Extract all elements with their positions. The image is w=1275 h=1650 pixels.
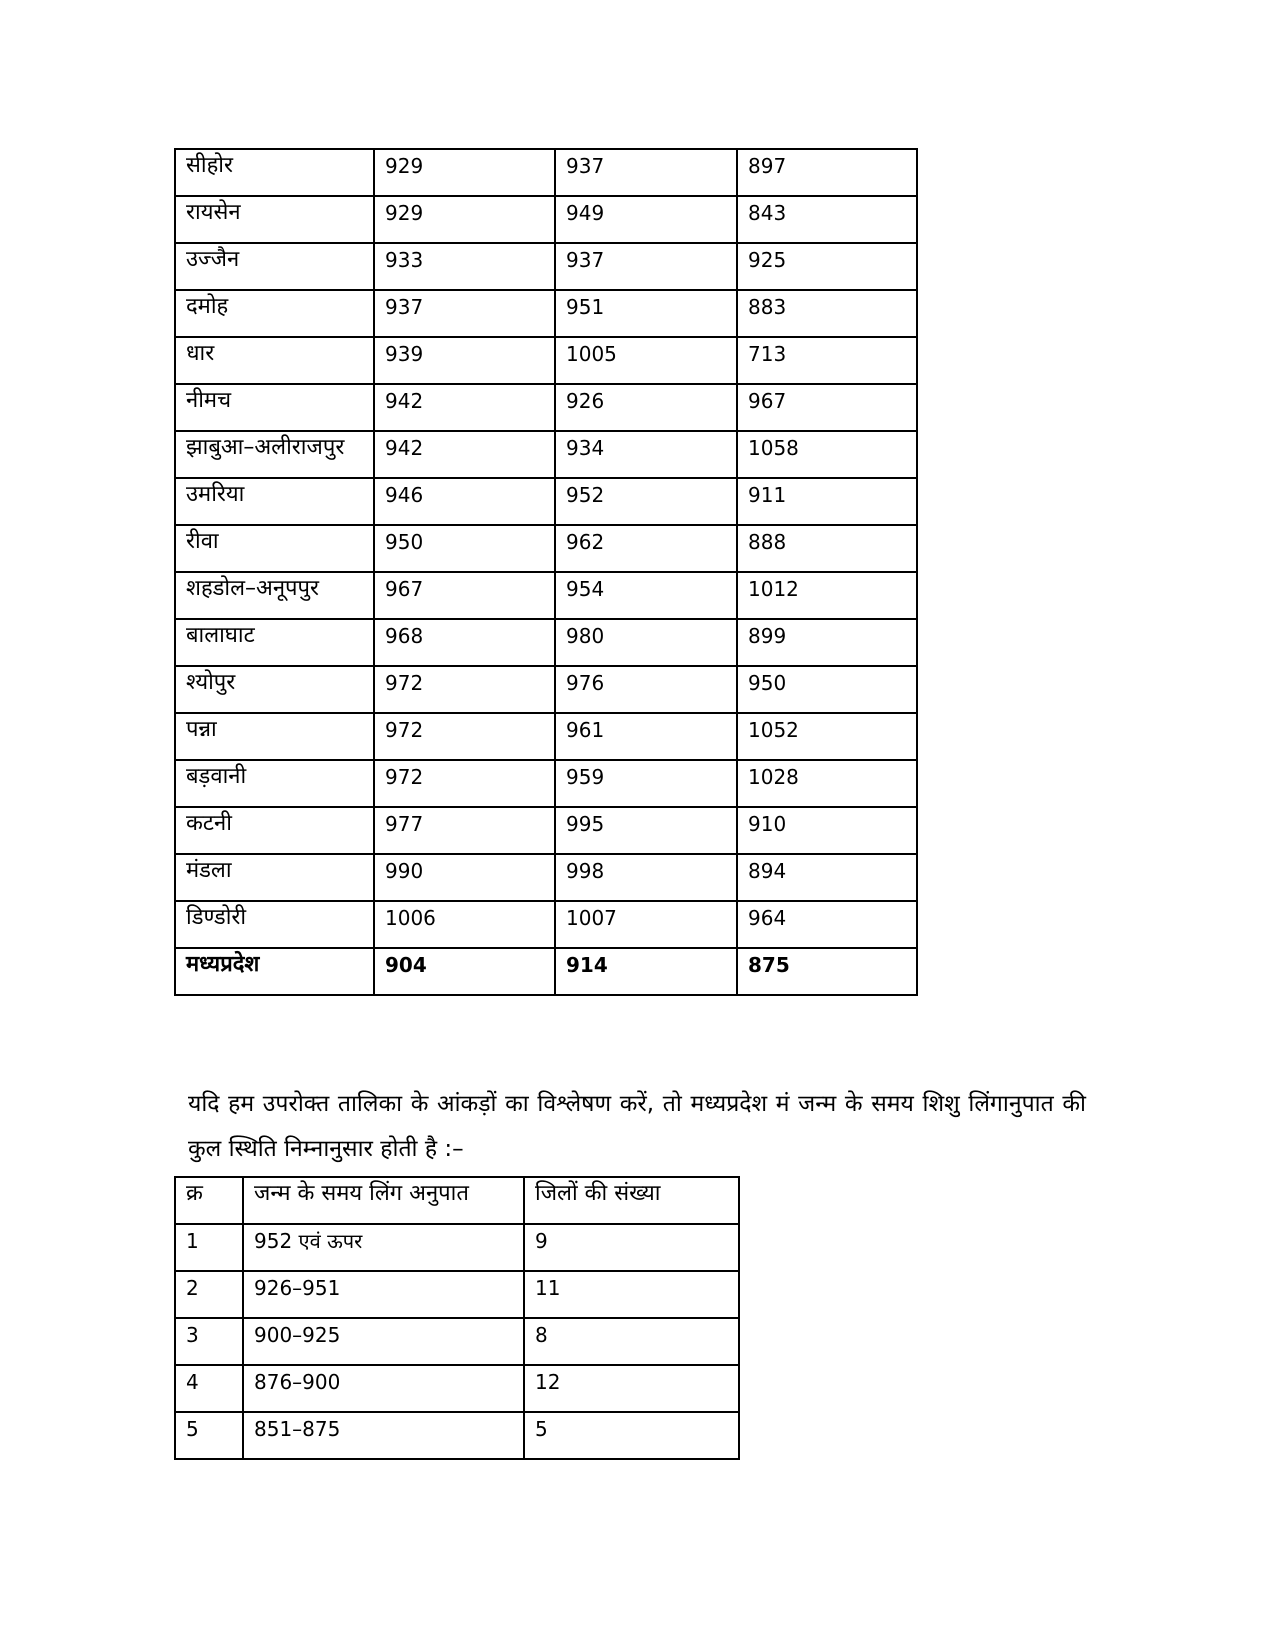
value-cell: 942 [374, 431, 555, 478]
table-row [175, 525, 917, 572]
value-cell: 959 [555, 760, 737, 807]
value-cell: 1058 [737, 431, 917, 478]
value-cell: 972 [374, 713, 555, 760]
value-cell: 1006 [374, 901, 555, 948]
sex-ratio-summary-table [174, 1176, 740, 1460]
district-name: झाबुआ–अलीराजपुर [175, 431, 374, 478]
table-row [175, 1318, 739, 1365]
value-cell: 954 [555, 572, 737, 619]
ratio-range-cell: 900–925 [243, 1318, 524, 1365]
value-cell: 964 [737, 901, 917, 948]
value-cell: 1007 [555, 901, 737, 948]
district-count-cell: 5 [524, 1412, 739, 1459]
value-cell: 972 [374, 760, 555, 807]
district-name: रीवा [175, 525, 374, 572]
value-cell: 1005 [555, 337, 737, 384]
table-row [175, 1271, 739, 1318]
total-value-cell: 875 [737, 948, 917, 995]
value-cell: 998 [555, 854, 737, 901]
table-row [175, 760, 917, 807]
value-cell: 961 [555, 713, 737, 760]
value-cell: 937 [374, 290, 555, 337]
total-row [175, 948, 917, 995]
value-cell: 883 [737, 290, 917, 337]
district-name: शहडोल–अनूपपुर [175, 572, 374, 619]
district-name: उमरिया [175, 478, 374, 525]
value-cell: 926 [555, 384, 737, 431]
table-row [175, 572, 917, 619]
district-sex-ratio-table [174, 148, 918, 996]
value-cell: 1012 [737, 572, 917, 619]
value-cell: 950 [374, 525, 555, 572]
serial-cell: 2 [175, 1271, 243, 1318]
district-name: मंडला [175, 854, 374, 901]
table-row [175, 149, 917, 196]
value-cell: 939 [374, 337, 555, 384]
table-row [175, 619, 917, 666]
value-cell: 934 [555, 431, 737, 478]
district-name: नीमच [175, 384, 374, 431]
state-name: मध्यप्रदेश [175, 948, 374, 995]
value-cell: 972 [374, 666, 555, 713]
value-cell: 952 [555, 478, 737, 525]
district-name: पन्ना [175, 713, 374, 760]
column-header-serial: क्र [175, 1177, 243, 1224]
value-cell: 951 [555, 290, 737, 337]
table-row [175, 807, 917, 854]
value-cell: 899 [737, 619, 917, 666]
district-name: सीहोर [175, 149, 374, 196]
table-row [175, 854, 917, 901]
district-count-cell: 11 [524, 1271, 739, 1318]
table-row [175, 290, 917, 337]
value-cell: 942 [374, 384, 555, 431]
value-cell: 976 [555, 666, 737, 713]
serial-cell: 3 [175, 1318, 243, 1365]
ratio-range-cell: 926–951 [243, 1271, 524, 1318]
value-cell: 925 [737, 243, 917, 290]
district-count-cell: 12 [524, 1365, 739, 1412]
table-row [175, 384, 917, 431]
district-count-cell: 8 [524, 1318, 739, 1365]
value-cell: 929 [374, 196, 555, 243]
serial-cell: 1 [175, 1224, 243, 1271]
table-row [175, 431, 917, 478]
table-row [175, 1412, 739, 1459]
value-cell: 967 [374, 572, 555, 619]
value-cell: 910 [737, 807, 917, 854]
district-name: श्योपुर [175, 666, 374, 713]
column-header-ratio: जन्म के समय लिंग अनुपात [243, 1177, 524, 1224]
analysis-paragraph: यदि हम उपरोक्त तालिका के आंकड़ों का विश्लेषण करें, तो मध्यप्रदेश मं जन्म के समय शिशु लिंगानुपात की कुल स्थिति निम्नानुसार होती है :– [188, 1091, 1086, 1162]
value-cell: 946 [374, 478, 555, 525]
value-cell: 980 [555, 619, 737, 666]
value-cell: 950 [737, 666, 917, 713]
district-name: डिण्डोरी [175, 901, 374, 948]
value-cell: 929 [374, 149, 555, 196]
value-cell: 1052 [737, 713, 917, 760]
table-row [175, 1365, 739, 1412]
value-cell: 933 [374, 243, 555, 290]
value-cell: 962 [555, 525, 737, 572]
total-value-cell: 914 [555, 948, 737, 995]
value-cell: 713 [737, 337, 917, 384]
value-cell: 843 [737, 196, 917, 243]
value-cell: 897 [737, 149, 917, 196]
district-name: उज्जैन [175, 243, 374, 290]
header-row [175, 1177, 739, 1224]
value-cell: 937 [555, 149, 737, 196]
value-cell: 894 [737, 854, 917, 901]
table-row [175, 666, 917, 713]
value-cell: 911 [737, 478, 917, 525]
table-row [175, 337, 917, 384]
district-count-cell: 9 [524, 1224, 739, 1271]
value-cell: 977 [374, 807, 555, 854]
value-cell: 1028 [737, 760, 917, 807]
value-cell: 937 [555, 243, 737, 290]
table-row [175, 478, 917, 525]
table-row [175, 243, 917, 290]
table-row [175, 713, 917, 760]
total-value-cell: 904 [374, 948, 555, 995]
ratio-range-cell: 952 एवं ऊपर [243, 1224, 524, 1271]
district-name: दमोह [175, 290, 374, 337]
district-name: धार [175, 337, 374, 384]
ratio-range-cell: 851–875 [243, 1412, 524, 1459]
serial-cell: 4 [175, 1365, 243, 1412]
value-cell: 949 [555, 196, 737, 243]
table-row [175, 196, 917, 243]
district-name: रायसेन [175, 196, 374, 243]
value-cell: 995 [555, 807, 737, 854]
ratio-range-cell: 876–900 [243, 1365, 524, 1412]
district-name: कटनी [175, 807, 374, 854]
value-cell: 967 [737, 384, 917, 431]
serial-cell: 5 [175, 1412, 243, 1459]
value-cell: 888 [737, 525, 917, 572]
table-row [175, 901, 917, 948]
column-header-count: जिलों की संख्या [524, 1177, 739, 1224]
table-row [175, 1224, 739, 1271]
value-cell: 990 [374, 854, 555, 901]
district-name: बालाघाट [175, 619, 374, 666]
district-name: बड़वानी [175, 760, 374, 807]
value-cell: 968 [374, 619, 555, 666]
